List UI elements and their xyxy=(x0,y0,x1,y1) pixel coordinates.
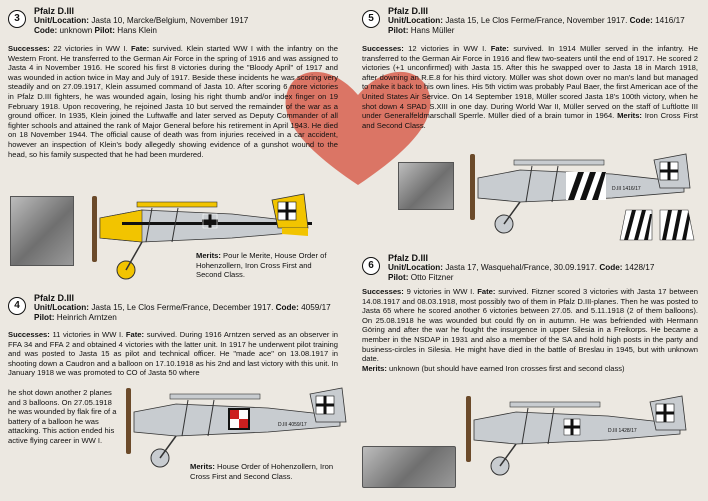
pilot-biography: Successes: 22 victories in WW I. Fate: survived. Klein started WW I with the infantry on the Western Front. He transferred to the German Air Force in the spring of 1916 and was assigned to Jasta 4 in November 1916. He scored his first 8 victories during the "Bloody April" of 1917 and was wounded in action twice in May and July of 1917. Beside these incidents he was scoring very steadily and on 27.09.1917, Klein assumed command of Jasta 10. After scoring 6 more victories in Pfalz D.III fighters, he was wounded again, losing his right thumb and/or index finger on 19 February 1918. Upon recovering, he rejoined Jasta 10 but served the remainder of the war as a ground officer. In 1935, Klein joined the Luftwaffe and later served as Deputy Commander of all fighter schools and attained the rank of Major General before his retirement in April 1943. He died on 18 November 1944. The official cause of death was from injuries received in a car accident, however an inspection of Klein's body allegedly showing evidence of a gunshot wound to the head, so his family suspected that he had been murdered. xyxy=(8,44,338,159)
pilot-name: Hans Müller xyxy=(410,26,455,35)
profile-header: Pfalz D.III Unit/Location: Jasta 17, Wasquehal/France, 30.09.1917. Code: 1428/17 Pilot: Otto Fitzner xyxy=(388,253,655,282)
unit-location: Jasta 15, Le Clos Ferme/France, December 1917. xyxy=(91,303,274,312)
wreck-photo xyxy=(362,446,456,488)
profile-number: 6 xyxy=(362,257,380,275)
serial-number: D.III 1428/17 xyxy=(608,428,637,434)
profile-header: Pfalz D.III Unit/Location: Jasta 15, Le Clos Ferme/France, November 1917. Code: 1416/17 Pilot: Hans Müller xyxy=(388,6,685,35)
aircraft-code: unknown xyxy=(59,26,93,35)
aircraft-code: 1416/17 xyxy=(655,16,685,25)
serial-number: D.III 1416/17 xyxy=(612,186,641,192)
tailplane-stripes xyxy=(618,206,698,242)
pilot-photo xyxy=(10,196,74,266)
profile-header: Pfalz D.III Unit/Location: Jasta 10, Marcke/Belgium, November 1917 Code: unknown Pilot: Hans Klein xyxy=(34,6,249,35)
aircraft-photo xyxy=(398,162,454,210)
profile-number: 5 xyxy=(362,10,380,28)
unit-location: Jasta 17, Wasquehal/France, 30.09.1917. xyxy=(445,263,598,272)
serial-number: D.III 4059/17 xyxy=(278,422,307,428)
merits-text: Merits: Pour le Merite, House Order of Hohenzollern, Iron Cross First and Second Class. xyxy=(196,251,327,280)
pilot-biography: Successes: 12 victories in WW I. Fate: survived. In 1914 Müller served in the infantry. He transferred to the German Air Force in 1916 and flew two-seaters until the end of 1917. He scored 2 victories (+1 unconfirmed) with Jasta 15. After this he swapped over to Jasta 18 in March 1918, after downing an R.E.8 for his third victory. Müller was shot down over no man's land but managed to make it back to his own lines. His 5th victim was probably Paul Baer, the first American ace of the United States Air Service. On 14 September 1918, Müller scored Jasta 18's 100th victory, when he shot down 4 SPAD S.XIII in one day. During World War II, Müller served on the staff of Luftlotte III under Generalfeldmarschall Sperrle. Müller died of a brain tumor in 1964. Merits: Iron Cross First and Second Class. xyxy=(362,44,698,130)
aircraft-title: Pfalz D.III xyxy=(388,6,429,16)
pilot-biography: Successes: 9 victories in WW I. Fate: survived. Fitzner scored 3 victories with Jasta 17 between 14.08.1917 and 08.03.1918, most possibly two of them in Pfalz D.III-planes. Then he was posted to Jasta 65 where he scored another 6 victories between 27.05. and 5.11.1918 (2 of them balloons). On 25.08.1918 he was wounded but could fly on in autumn. He was befriended with Hermann Göring and after the war he fought the insurgence in upper Silesia in a Freikorps. He became a member in the NSDAP in 1931 and also a member of the SA and hold high posts in the party and business-circles in Silesia. He might have died in the battle of Breslau in 1945, but with unknown date. Merits: unknown (but should have earned Iron crosses first and second class) xyxy=(362,287,698,373)
pilot-biography-continued: he shot down another 2 planes and 3 balloons. On 27.05.1918 he was wounded by flak fire of a battery of a balloon he was attacking. This action ended his active flying career in WW I. xyxy=(8,388,117,445)
aircraft-code: 4059/17 xyxy=(301,303,331,312)
aircraft-profile-6 xyxy=(458,390,698,476)
pilot-biography: Successes: 11 victories in WW I. Fate: survived. During 1916 Arntzen served as an observer in FFA 34 and FFA 2 and obtained 4 victories with the latter unit. In 1917 he underwent pilot training and was posted to Jasta 15 as pilot and technical officer. He "made ace" on 13.08.1917 in shooting down a Caudron and a balloon on 17.10.1918 as his 2nd and last victory with this unit. In January 1918 we was promoted to CO of Jasta 50 where xyxy=(8,330,338,378)
aircraft-title: Pfalz D.III xyxy=(388,253,429,263)
merits-text: Merits: House Order of Hohenzollern, Iron Cross First and Second Class. xyxy=(190,462,334,481)
pilot-name: Hans Klein xyxy=(117,26,157,35)
profile-number: 3 xyxy=(8,10,26,28)
aircraft-title: Pfalz D.III xyxy=(34,293,75,303)
profile-header: Pfalz D.III Unit/Location: Jasta 15, Le Clos Ferme/France, December 1917. Code: 4059/17 Pilot: Heinrich Arntzen xyxy=(34,293,331,322)
unit-location: Jasta 15, Le Clos Ferme/France, November 1917. xyxy=(445,16,628,25)
pilot-name: Otto Fitzner xyxy=(410,273,454,282)
aircraft-title: Pfalz D.III xyxy=(34,6,75,16)
aircraft-profile-4 xyxy=(118,382,354,470)
pilot-name: Heinrich Arntzen xyxy=(56,313,117,322)
profile-number: 4 xyxy=(8,297,26,315)
unit-location: Jasta 10, Marcke/Belgium, November 1917 xyxy=(91,16,249,25)
aircraft-code: 1428/17 xyxy=(624,263,655,272)
